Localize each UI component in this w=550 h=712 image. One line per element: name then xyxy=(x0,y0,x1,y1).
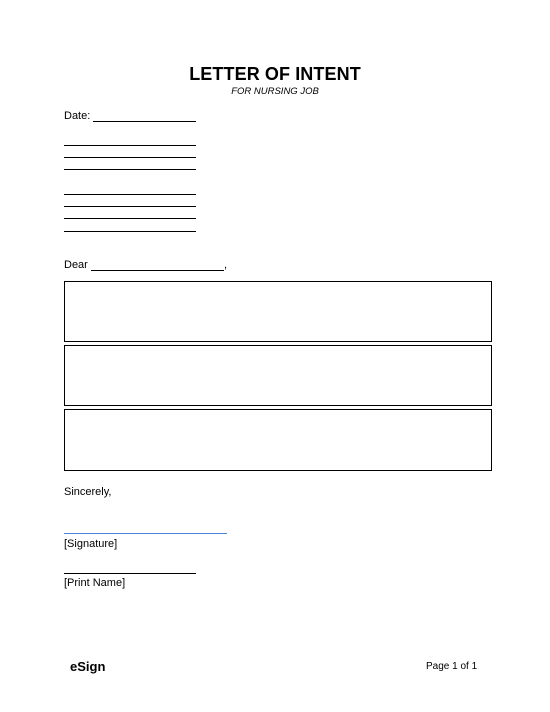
print-name-label: [Print Name] xyxy=(64,577,126,589)
date-label: Date: xyxy=(64,110,91,122)
paragraph-box-2[interactable] xyxy=(64,345,492,406)
sender-line-2[interactable] xyxy=(64,206,196,207)
sender-line-1[interactable] xyxy=(64,194,196,195)
sender-line-4[interactable] xyxy=(64,231,196,232)
address-line-3[interactable] xyxy=(64,169,196,170)
paragraph-box-3[interactable] xyxy=(64,409,492,471)
page-number: Page 1 of 1 xyxy=(426,661,478,672)
sender-line-3[interactable] xyxy=(64,218,196,219)
esign-logo: eSign xyxy=(70,659,106,674)
salutation-comma: , xyxy=(224,259,228,271)
print-name-field[interactable] xyxy=(64,573,196,574)
document-title: LETTER OF INTENT xyxy=(189,64,361,84)
signature-label: [Signature] xyxy=(64,538,118,550)
address-line-1[interactable] xyxy=(64,145,196,146)
salutation-label: Dear xyxy=(64,259,88,271)
address-line-2[interactable] xyxy=(64,157,196,158)
date-field[interactable] xyxy=(93,121,196,122)
closing-text: Sincerely, xyxy=(64,486,112,498)
document-subtitle: FOR NURSING JOB xyxy=(231,86,319,97)
signature-field[interactable] xyxy=(64,533,227,534)
recipient-name-field[interactable] xyxy=(91,270,224,271)
paragraph-box-1[interactable] xyxy=(64,281,492,342)
